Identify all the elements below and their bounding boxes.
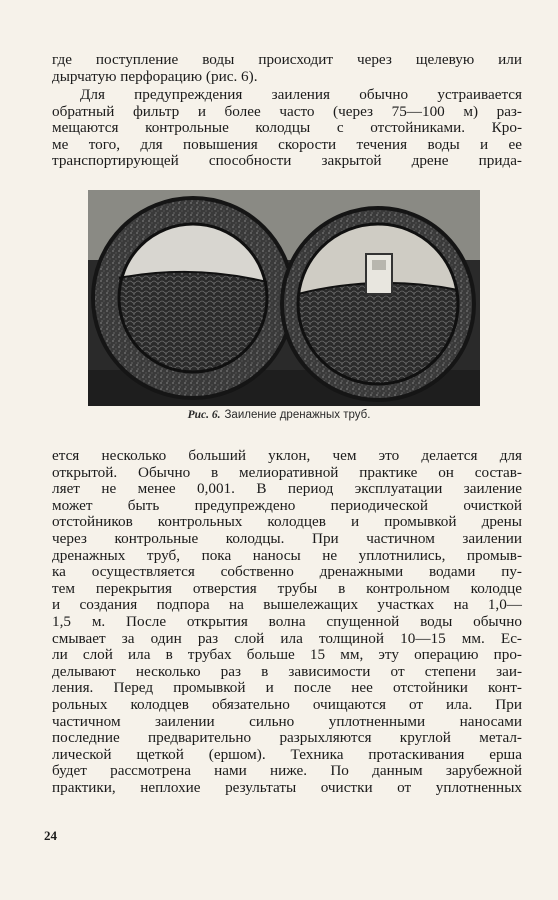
text-line: тем перекрытия отверстия трубы в контрольном колодце <box>52 579 522 597</box>
text-line: делывают несколько раз в зависимости от степени заи- <box>52 662 522 680</box>
pipes-photo <box>88 190 480 406</box>
text-line: частичном заилении сильно уплотненными наносами <box>52 712 522 730</box>
paragraph-middle <box>52 87 522 170</box>
text-line: последние предварительно разрыхляются круглой метал- <box>52 729 522 747</box>
text-line: ли слой ила в трубах больше 15 мм, эту операцию про- <box>52 646 522 664</box>
text-line: Для предупреждения заиления обычно устраивается <box>80 86 522 103</box>
right-pipe <box>282 208 474 400</box>
figure-silted-drain-pipes <box>88 190 480 406</box>
left-pipe <box>93 198 293 398</box>
text-line: транспортирующей способности закрытой дрене прида- <box>52 152 522 170</box>
paragraph-top <box>52 52 522 85</box>
text-line: обратный фильтр и более часто (через 75—100 м) раз- <box>52 102 522 120</box>
text-line: ка осуществляется собственно дренажными водами пу- <box>52 563 522 581</box>
text-line: через контрольные колодцы. При частичном заилении <box>52 529 522 547</box>
text-line: смывает за один раз слой ила толщиной 10—15 мм. Ес- <box>52 629 522 647</box>
text-line: рольных колодцев обязательно очищаются от ила. При <box>52 695 522 713</box>
text-line: может быть предупреждено периодической очисткой <box>52 496 522 514</box>
text-line: дырчатую перфорацию (рис. 6). <box>52 67 258 85</box>
text-line: ется несколько больший уклон, чем это делается для <box>52 447 522 464</box>
text-line: лической щеткой (ершом). Техника протаскивания ерша <box>52 745 522 763</box>
text-line: и создания подпора на вышележащих участках на 1,0— <box>52 596 522 614</box>
page-number: 24 <box>44 828 57 843</box>
text-line: мещаются контрольные колодцы с отстойниками. Кро- <box>52 119 522 137</box>
text-line: дренажных труб, пока наносы не уплотнились, промыв- <box>52 546 522 564</box>
text-line: где поступление воды происходит через щелевую или <box>52 51 522 68</box>
text-line: отстойников контрольных колодцев и промывкой дрены <box>52 513 522 531</box>
text-line: ления. Перед промывкой и после нее отстойники конт- <box>52 679 522 697</box>
text-line: 1,5 м. После открытия волна спущенной воды обычно <box>52 612 522 630</box>
figure-caption <box>0 409 558 421</box>
paragraph-bottom <box>52 448 522 796</box>
text-line: практики, неплохие результаты очистки от уплотненных <box>52 778 522 796</box>
figure-label: Рис. 6. <box>187 409 221 421</box>
text-line: ляет не менее 0,001. В период эксплуатации заиление <box>52 480 522 498</box>
figure-caption-text: Заиление дренажных труб. <box>224 409 371 421</box>
text-line: будет рассмотрена нами ниже. По данным зарубежной <box>52 762 522 780</box>
text-line: ме того, для повышения скорости течения воды и ее <box>52 135 522 153</box>
text-line: открытой. Обычно в мелиоративной практике он состав- <box>52 463 522 481</box>
